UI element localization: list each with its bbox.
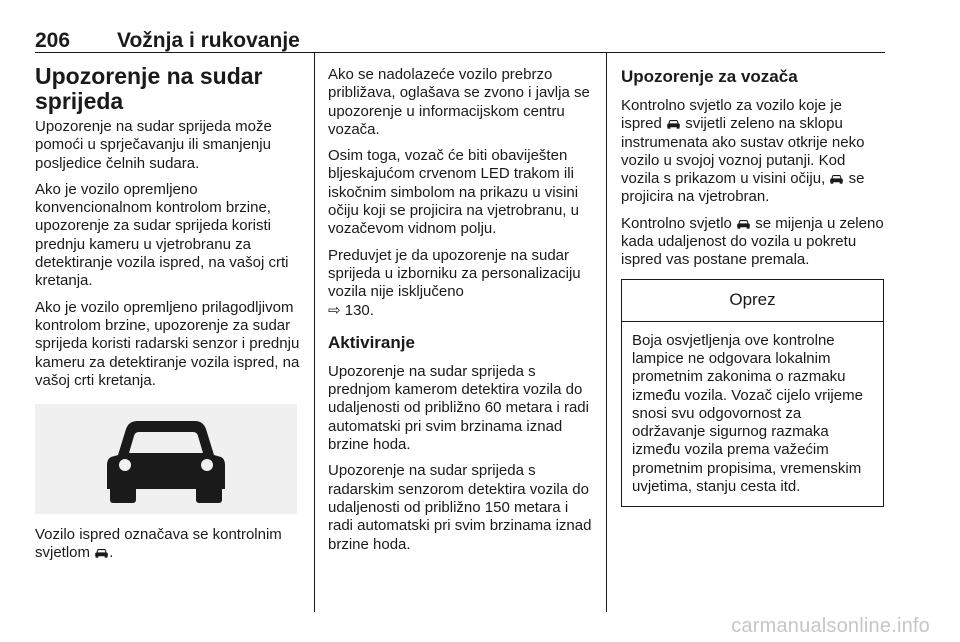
figure-car-symbol [35, 404, 297, 514]
paragraph: Ako se nadolazeće vozilo prebrzo približava, oglašava se zvono i javlja se upozorenje u informacijskom centru vozača. [328, 66, 590, 138]
column-2 [328, 66, 592, 562]
paragraph: Ako je vozilo opremljeno konvencionalnom kontrolom brzine, upozorenje za sudar sprijeda koristi prednju kameru u vjetrobranu za detektiranje vozila ispred, na vašoj crti kretanja. [35, 180, 289, 290]
car-front-icon [95, 547, 108, 559]
car-front-icon [830, 173, 843, 185]
watermark: carmanualsonline.info [731, 615, 930, 637]
car-front-icon [105, 413, 227, 505]
section-heading-activation: Aktiviranje [328, 332, 415, 352]
header-rule [35, 52, 885, 53]
caution-body: Boja osvjetljenja ove kontrolne lampice ne odgovara lokalnim prometnim zakonima o razmaku između vozila. Vozač cijelo vrijeme snosi svu odgovornost za održavanje sigurnog razmaka između vozila prema važećim prometnim propisima, vremenskim uvjetima, stanju cesta itd. [632, 331, 863, 496]
page-number: 206 [35, 29, 71, 52]
paragraph: Upozorenje na sudar sprijeda može pomoći u sprječavanju ili smanjenju posljedice čelnih sudara. [35, 118, 272, 172]
column-1 [35, 64, 300, 571]
car-front-icon [737, 218, 750, 230]
column-3 [621, 66, 886, 507]
paragraph: Kontrolno svjetlo se mijenja u zeleno kada udaljenost do vozila u pokretu ispred vas postane premala. [621, 214, 884, 269]
paragraph: Upozorenje na sudar sprijeda s radarskim senzorom detektira vozila do udaljenosti od približno 150 metara i radi automatski pri svim brzinama iznad brzine hoda. [328, 462, 592, 553]
page-reference-arrow-icon: ⇨ [328, 301, 341, 319]
paragraph: Ako je vozilo opremljeno prilagodljivom kontrolom brzine, upozorenje za sudar sprijeda koristi radarski senzor i prednju kameru za detektiranje vozila ispred, na vašoj crti kretanja. [35, 298, 300, 389]
caution-title: Oprez [622, 280, 883, 322]
paragraph: Upozorenje na sudar sprijeda s prednjom kamerom detektira vozila do udaljenosti od približno 60 metara i radi automatski pri svim brzinama iznad brzine hoda. [328, 362, 589, 454]
column-divider-2 [606, 52, 607, 612]
car-front-icon [667, 118, 680, 130]
paragraph: Preduvjet je da upozorenje na sudar sprijeda u izborniku za personalizaciju vozila nije isključeno ⇨ 130. [328, 246, 581, 319]
paragraph: Osim toga, vozač će biti obaviješten bljeskajućom crvenom LED trakom ili iskočnim simbolom na prikazu u visini očiju koji se projicira na vjetrobranu, u vozačevom vidnom polju. [328, 147, 579, 238]
figure-caption: Vozilo ispred označava se kontrolnim svjetlom . [35, 526, 282, 562]
section-heading-forward-collision: Upozorenje na sudar sprijeda [35, 63, 263, 114]
paragraph: Kontrolno svjetlo za vozilo koje je ispred svijetli zeleno na sklopu instrumenata ako sustav otkrije neko vozilo u svojoj voznoj putanji. Kod vozila s prikazom u visini očiju, se projicira na vjetrobran. [621, 97, 865, 206]
caution-box [621, 279, 884, 508]
column-divider-1 [314, 52, 315, 612]
page-reference-link[interactable]: 130. [344, 301, 374, 319]
chapter-title: Vožnja i rukovanje [117, 29, 300, 52]
section-heading-driver-warning: Upozorenje za vozača [621, 67, 798, 86]
